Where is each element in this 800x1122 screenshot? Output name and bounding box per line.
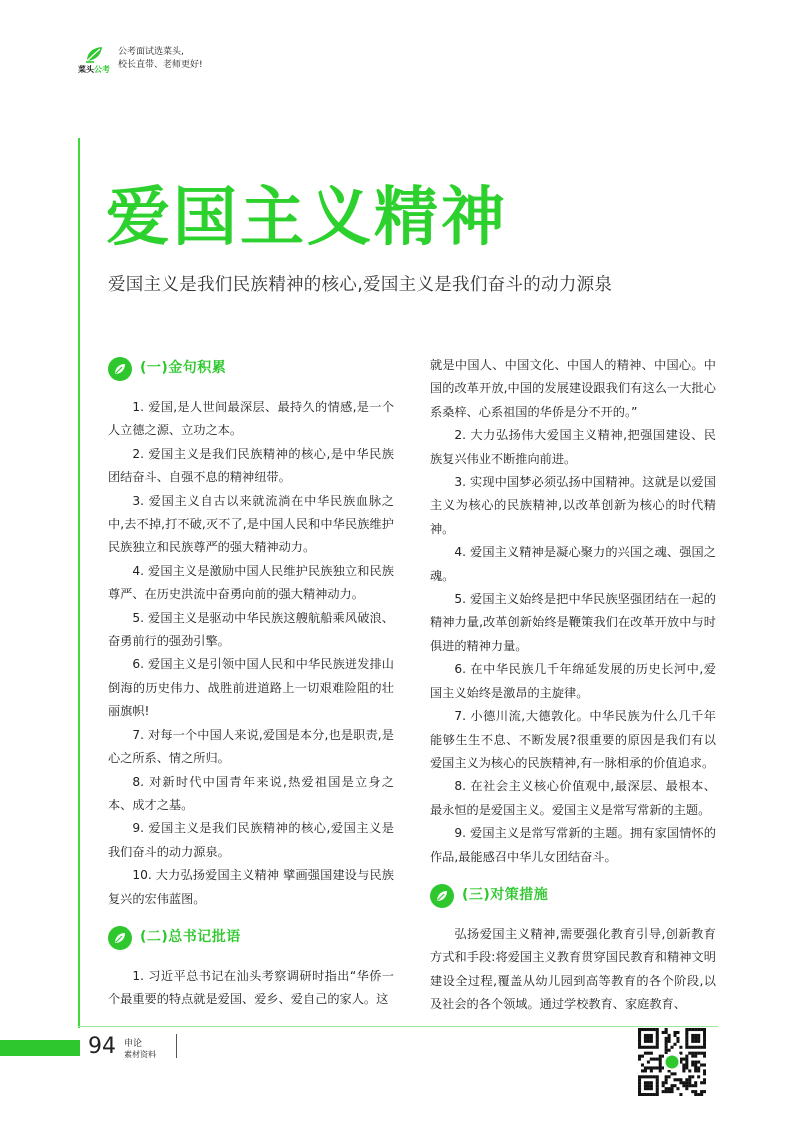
remark-item: 9. 爱国主义是常写常新的主题。拥有家国情怀的作品,最能感召中华儿女团结奋斗。 xyxy=(430,826,716,864)
qr-code-icon[interactable] xyxy=(638,1028,706,1096)
quote-item: 7. 对每一个中国人来说,爱国是本分,也是职责,是心之所系、情之所归。 xyxy=(108,727,394,766)
leaf-icon xyxy=(430,884,454,908)
section-title-1: (一)金句积累 xyxy=(140,360,227,377)
quote-item: 1. 爱国,是人世间最深层、最持久的情感,是一个人立德之源、立功之本。 xyxy=(108,400,394,438)
remark-item: 2. 大力弘扬伟大爱国主义精神,把强国建设、民族复兴伟业不断推向前进。 xyxy=(430,428,716,466)
bottom-divider-line xyxy=(78,1026,718,1027)
section-title-2: (二)总书记批语 xyxy=(140,929,241,946)
section-header-3 xyxy=(430,881,716,911)
quote-item: 4. 爱国主义是激励中国人民维护民族独立和民族尊严、在历史洪流中奋勇向前的强大精神动力。 xyxy=(108,563,394,602)
quote-item: 9. 爱国主义是我们民族精神的核心,爱国主义是我们奋斗的动力源泉。 xyxy=(108,821,394,859)
left-column xyxy=(108,354,394,1012)
left-accent-line xyxy=(78,138,80,1028)
sprout-icon xyxy=(84,44,106,64)
remark-item: 8. 在社会主义核心价值观中,最深层、最根本、最永恒的是爱国主义。爱国主义是常写常新的主题。 xyxy=(430,779,716,817)
section-title-3: (三)对策措施 xyxy=(462,887,549,904)
measure-paragraph: 弘扬爱国主义精神,需要强化教育引导,创新教育方式和手段:将爱国主义教育贯穿国民教育和精神文明建设全过程,覆盖从幼儿园到高等教育的各个阶段,以及社会的各个领域。通过学校教育、家庭教育、 xyxy=(430,926,716,1012)
quote-item: 10. 大力弘扬爱国主义精神 擘画强国建设与民族复兴的宏伟蓝图。 xyxy=(108,868,394,906)
brand-slogan xyxy=(118,46,203,72)
remark-item: 4. 爱国主义精神是凝心聚力的兴国之魂、强国之魂。 xyxy=(430,545,716,583)
quote-item: 2. 爱国主义是我们民族精神的核心,是中华民族团结奋斗、自强不息的精神纽带。 xyxy=(108,446,394,485)
section-header-2 xyxy=(108,923,394,953)
page-subtitle: 爱国主义是我们民族精神的核心,爱国主义是我们奋斗的动力源泉 xyxy=(108,275,613,295)
quote-item: 6. 爱国主义是引领中国人民和中华民族迸发排山倒海的历史伟力、战胜前进道路上一切艰难险阻的壮丽旗帜! xyxy=(108,657,394,719)
footer-divider xyxy=(176,1034,177,1058)
footer-subcategory: 素材资料 xyxy=(124,1050,156,1059)
right-column xyxy=(430,354,716,1017)
remark-item: 5. 爱国主义始终是把中华民族坚强团结在一起的精神力量,改革创新始终是鞭策我们在改革开放中与时俱进的精神力量。 xyxy=(430,592,716,653)
remark-item: 1. 习近平总书记在汕头考察调研时指出“华侨一个最重要的特点就是爱国、爱乡、爱自己的家人。这 xyxy=(108,968,394,1007)
remark-item: 6. 在中华民族几千年绵延发展的历史长河中,爱国主义始终是激昂的主旋律。 xyxy=(430,662,716,700)
remark-item: 3. 实现中国梦必须弘扬中国精神。这就是以爱国主义为核心的民族精神,以改革创新为核心的时代精神。 xyxy=(430,475,716,536)
brand-name-black: 菜头 xyxy=(78,65,94,74)
page-title: 爱国主义精神 xyxy=(106,181,508,255)
quote-item: 8. 对新时代中国青年来说,热爱祖国是立身之本、成才之基。 xyxy=(108,774,394,812)
brand-slogan-line2: 校长直带、老师更好! xyxy=(118,60,203,70)
page-number: 94 xyxy=(88,1034,116,1059)
brand-header xyxy=(78,44,238,80)
brand-logo xyxy=(78,44,114,78)
leaf-icon xyxy=(108,926,132,950)
brand-slogan-line1: 公考面试选菜头, xyxy=(118,47,184,57)
brand-name-green: 公考 xyxy=(94,65,110,74)
footer-accent-bar xyxy=(0,1040,80,1056)
remark-item: 7. 小德川流,大德敦化。中华民族为什么几千年能够生生不息、不断发展?很重要的原因是我们有以爱国主义为核心的民族精神,有一脉相承的价值追求。 xyxy=(430,709,716,770)
remark-item-continued: 就是中国人、中国文化、中国人的精神、中国心。中国的改革开放,中国的发展建设跟我们有这么一大批心系桑梓、心系祖国的华侨是分不开的。” xyxy=(430,358,716,419)
leaf-icon xyxy=(108,357,132,381)
section-header-1 xyxy=(108,354,394,384)
quote-item: 5. 爱国主义是驱动中华民族这艘航船乘风破浪、奋勇前行的强劲引擎。 xyxy=(108,610,394,649)
brand-name xyxy=(78,64,110,75)
quote-item: 3. 爱国主义自古以来就流淌在中华民族血脉之中,去不掉,打不破,灭不了,是中国人民和中华民族维护民族独立和民族尊严的强大精神动力。 xyxy=(108,493,394,555)
footer-category: 申论 xyxy=(124,1039,143,1049)
